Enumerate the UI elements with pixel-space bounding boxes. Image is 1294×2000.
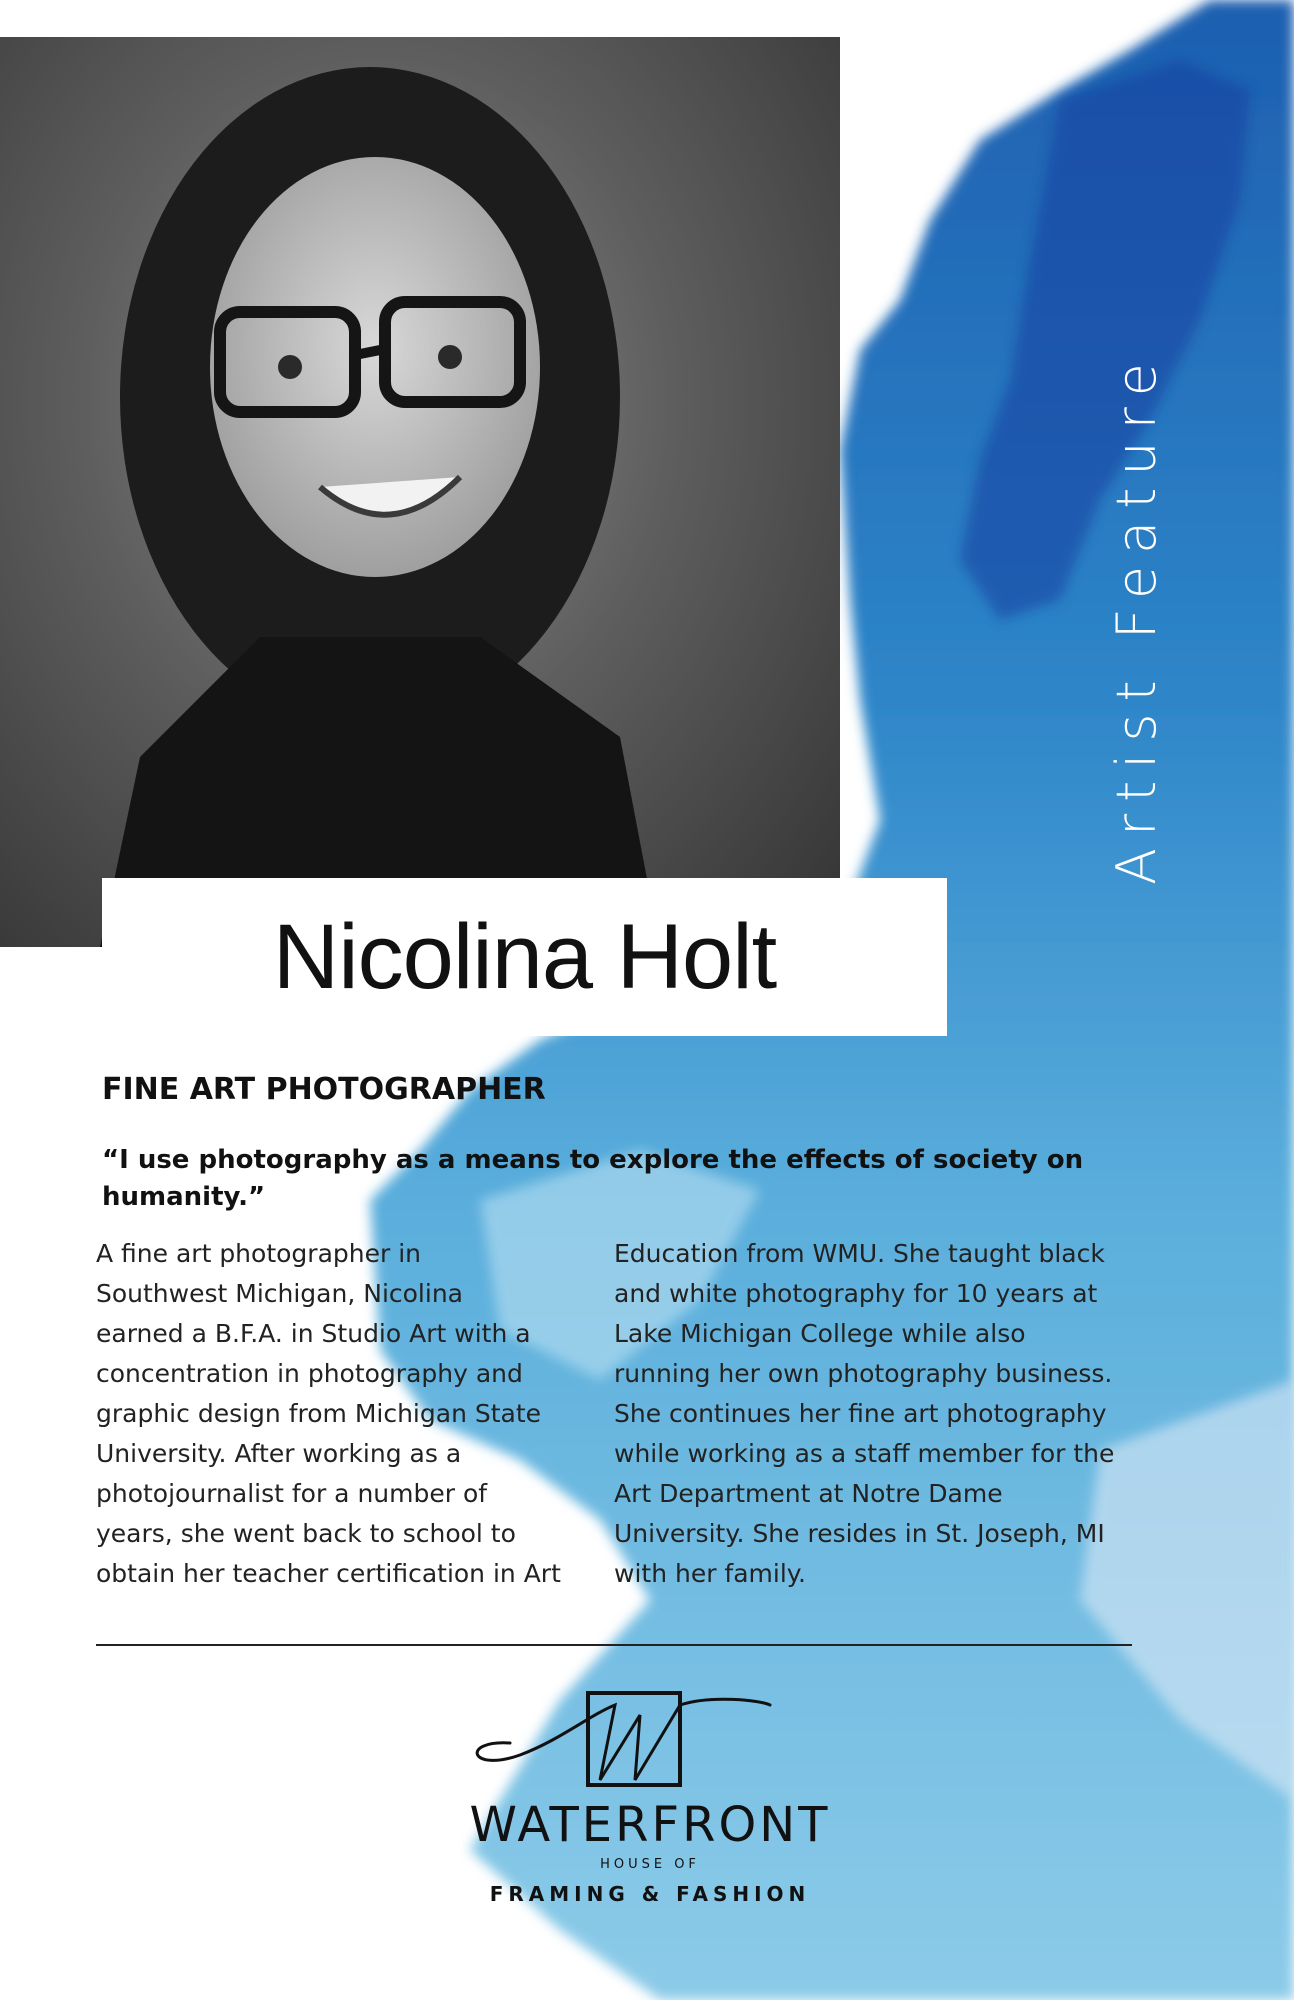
bio-line: Art Department at Notre Dame [614,1479,1003,1508]
bio-line: with her family. [614,1559,806,1588]
bio-line: Education from WMU. She taught black [614,1239,1105,1268]
artist-quote: “I use photography as a means to explore the effects of society on humanity.” [102,1145,1084,1212]
bio-line: University. After working as a [96,1439,462,1468]
artist-feature-label: Artist Feature [1105,351,1168,885]
name-card [102,878,947,1036]
bio-line: Southwest Michigan, Nicolina [96,1279,463,1308]
artist-role: FINE ART PHOTOGRAPHER [102,1072,546,1107]
divider [96,1644,1132,1646]
brand-subtitle: HOUSE OF [600,1857,700,1872]
bio-line: and white photography for 10 years at [614,1279,1098,1308]
bio-line: while working as a staff member for the [614,1439,1115,1468]
bio-line: running her own photography business. [614,1359,1113,1388]
bio-line: obtain her teacher certification in Art [96,1559,561,1588]
bio-line: graphic design from Michigan State [96,1399,542,1428]
bio-line: University. She resides in St. Joseph, MI [614,1519,1105,1548]
bio-line: A fine art photographer in [96,1239,421,1268]
artist-name: Nicolina Holt [272,905,777,1008]
bio-line: Lake Michigan College while also [614,1319,1026,1348]
artist-portrait-photo [0,37,840,947]
bio-line: earned a B.F.A. in Studio Art with a [96,1319,531,1348]
bio-line: years, she went back to school to [96,1519,516,1548]
bio-line: concentration in photography and [96,1359,523,1388]
bio-column-left [96,1234,596,1594]
bio-line: photojournalist for a number of [96,1479,488,1508]
brand-name: WATERFRONT [469,1797,831,1853]
bio-line: She continues her fine art photography [614,1399,1107,1428]
brand-tagline: FRAMING & FASHION [489,1882,811,1906]
bio-column-right [614,1234,1184,1594]
